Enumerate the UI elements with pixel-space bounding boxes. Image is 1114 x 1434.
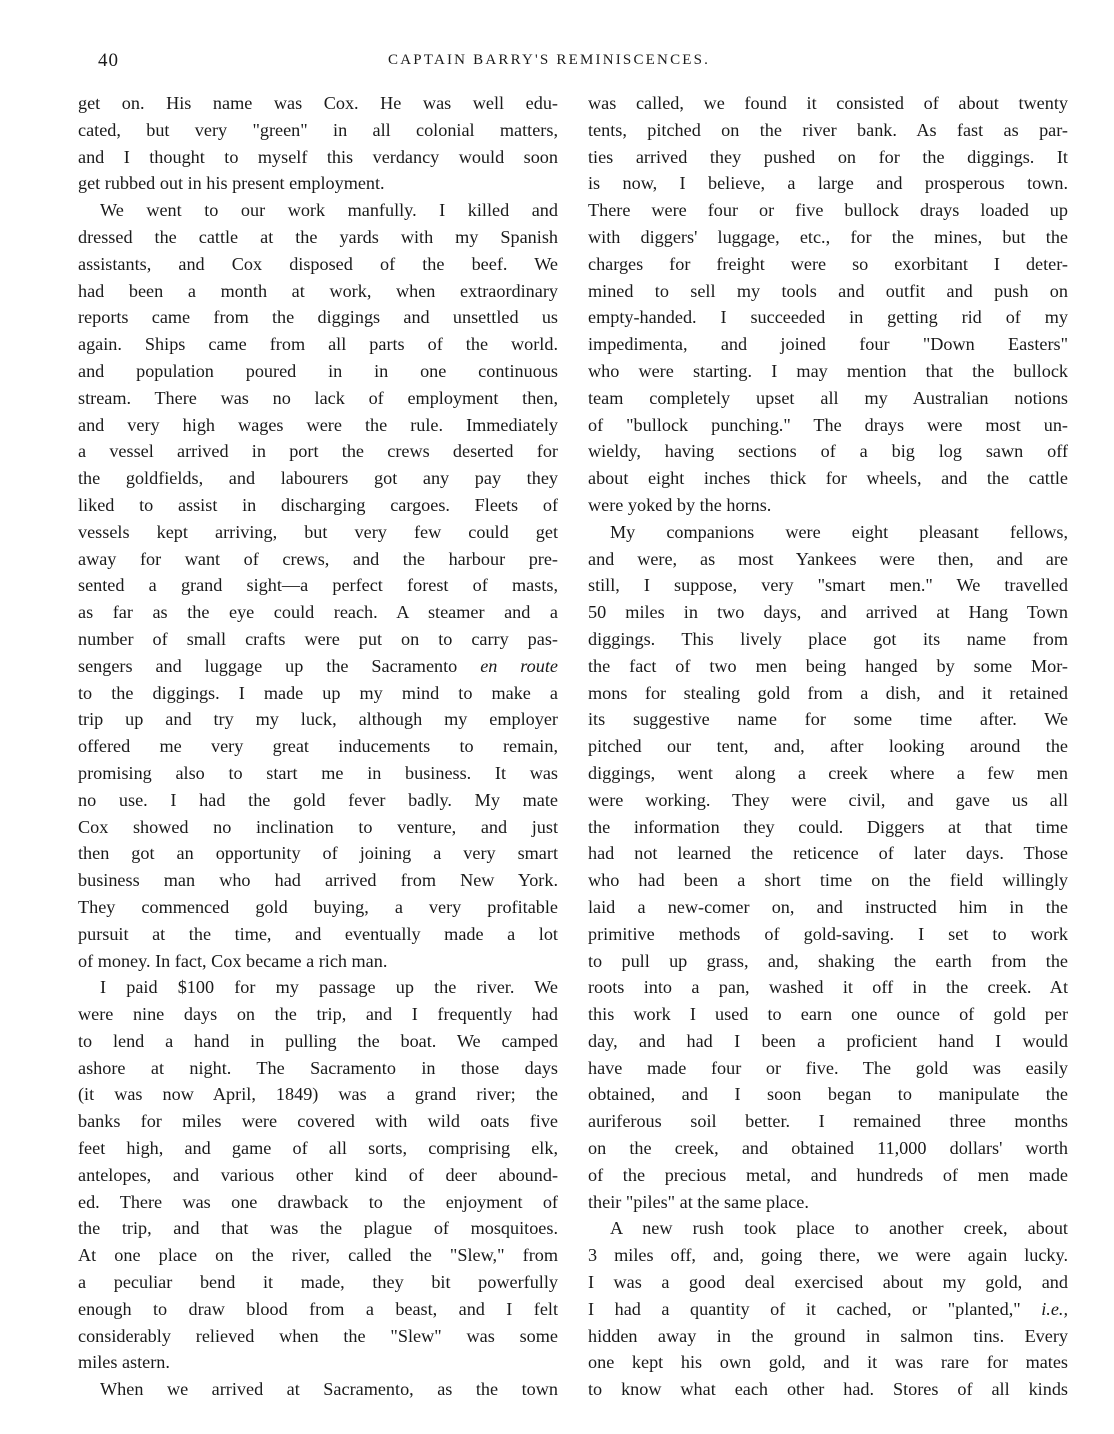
text-line: considerably relieved when the "Slew" was some: [78, 1325, 558, 1346]
text-line: dressed the cattle at the yards with my Spanish: [78, 226, 558, 247]
text-line: ed. There was one drawback to the enjoyment of: [78, 1191, 558, 1212]
text-line: had been a month at work, when extraordinary: [78, 280, 558, 301]
text-line: banks for miles were covered with wild oats five: [78, 1111, 558, 1132]
page-number: 40: [98, 50, 119, 71]
text-line: is now, I believe, a large and prosperous town.: [588, 173, 1068, 194]
text-line: was called, we found it consisted of about twenty: [588, 93, 1068, 113]
text-line: primitive methods of gold-saving. I set to work: [588, 923, 1068, 944]
text-line: who had been a short time on the field willingly: [588, 870, 1068, 891]
text-line: its suggestive name for some time after. We: [588, 709, 1068, 730]
text-line: When we arrived at Sacramento, as the town: [100, 1379, 558, 1400]
text-line: assistants, and Cox disposed of the beef. We: [78, 253, 558, 274]
text-line: to know what each other had. Stores of all kinds: [588, 1379, 1068, 1400]
text-line: were nine days on the trip, and I frequently had: [78, 1004, 558, 1025]
text-line: feet high, and game of all sorts, comprising elk,: [78, 1138, 558, 1159]
text-line: a vessel arrived in port the crews deserted for: [78, 441, 558, 462]
text-line: the trip, and that was the plague of mosquitoes.: [78, 1218, 558, 1239]
text-line: team completely upset all my Australian notions: [588, 387, 1068, 408]
text-line: I had a quantity of it cached, or "planted," i.e.,: [588, 1298, 1068, 1319]
text-line: diggings, went along a creek where a few men: [588, 762, 1068, 783]
text-line: no use. I had the gold fever badly. My mate: [78, 789, 558, 810]
text-line: charges for freight were so exorbitant I deter-: [588, 253, 1068, 274]
text-line: to lend a hand in pulling the boat. We camped: [78, 1030, 558, 1051]
text-line: the goldfields, and labourers got any pay they: [78, 468, 558, 489]
text-line: ties arrived they pushed on for the diggings. It: [588, 146, 1068, 167]
text-line: of "bullock punching." The drays were most un-: [588, 414, 1068, 435]
text-line: I was a good deal exercised about my gold, and: [588, 1272, 1068, 1293]
text-line: this work I used to earn one ounce of gold per: [588, 1004, 1068, 1025]
running-title: CAPTAIN BARRY'S REMINISCENCES.: [388, 52, 711, 68]
text-line: antelopes, and various other kind of deer abound-: [78, 1164, 558, 1185]
text-line: to pull up grass, and, shaking the earth from the: [588, 950, 1068, 971]
text-line: had not learned the reticence of later days. Those: [588, 843, 1068, 864]
text-line: one kept his own gold, and it was rare for mates: [588, 1352, 1068, 1373]
text-line: liked to assist in discharging cargoes. Fleets of: [78, 494, 558, 515]
text-line: A new rush took place to another creek, about: [610, 1218, 1068, 1239]
text-line: impedimenta, and joined four "Down Easters": [588, 334, 1068, 355]
text-line: diggings. This lively place got its name from: [588, 628, 1068, 649]
text-line: and population poured in in one continuous: [78, 360, 558, 381]
text-line: obtained, and I soon began to manipulate the: [588, 1084, 1068, 1105]
text-line: There were four or five bullock drays loaded up: [588, 200, 1068, 221]
text-line: day, and had I been a proficient hand I would: [588, 1030, 1068, 1051]
text-line: to the diggings. I made up my mind to make a: [78, 682, 558, 703]
text-line: of the precious metal, and hundreds of men made: [588, 1164, 1068, 1185]
text-line: At one place on the river, called the "Slew," from: [78, 1245, 558, 1266]
text-line: hidden away in the ground in salmon tins. Every: [588, 1325, 1068, 1346]
text-line: tents, pitched on the river bank. As fast as par-: [588, 119, 1068, 140]
text-line: auriferous soil better. I remained three months: [588, 1111, 1068, 1132]
text-line: I paid $100 for my passage up the river. We: [100, 977, 558, 998]
text-line: were yoked by the horns.: [588, 494, 772, 515]
text-line: enough to draw blood from a beast, and I felt: [78, 1298, 558, 1319]
text-line: and were, as most Yankees were then, and are: [588, 548, 1068, 569]
text-line: laid a new-comer on, and instructed him in the: [588, 896, 1068, 917]
text-line: with diggers' luggage, etc., for the mines, but the: [588, 226, 1068, 247]
text-line: pitched our tent, and, after looking around the: [588, 736, 1068, 757]
text-line: We went to our work manfully. I killed and: [100, 200, 558, 221]
text-line: (it was now April, 1849) was a grand river; the: [78, 1084, 558, 1105]
text-line: 50 miles in two days, and arrived at Hang Town: [588, 602, 1068, 623]
text-line: on the creek, and obtained 11,000 dollars' worth: [588, 1138, 1068, 1159]
text-line: empty-handed. I succeeded in getting rid of my: [588, 307, 1068, 328]
text-line: roots into a pan, washed it off in the creek. At: [588, 977, 1068, 998]
text-line: My companions were eight pleasant fellows,: [610, 521, 1068, 542]
text-line: reports came from the diggings and unsettled us: [78, 307, 558, 328]
text-line: pursuit at the time, and eventually made a lot: [78, 923, 558, 944]
text-line: stream. There was no lack of employment then,: [78, 387, 558, 408]
page-header: [0, 50, 1114, 76]
text-line: away for want of crews, and the harbour pre-: [78, 548, 558, 569]
text-line: again. Ships came from all parts of the world.: [78, 334, 558, 355]
text-line: cated, but very "green" in all colonial matters,: [78, 119, 558, 140]
text-line: the fact of two men being hanged by some Mor-: [588, 655, 1068, 676]
right-column: [588, 90, 1068, 1403]
text-line: promising also to start me in business. It was: [78, 762, 558, 783]
left-column: [78, 90, 558, 1403]
text-line: business man who had arrived from New York.: [78, 870, 558, 891]
text-line: number of small crafts were put on to carry pas-: [78, 628, 558, 649]
text-line: who were starting. I may mention that the bullock: [588, 360, 1068, 381]
text-line: miles astern.: [78, 1352, 170, 1373]
text-line: get rubbed out in his present employment.: [78, 173, 385, 194]
text-line: and very high wages were the rule. Immediately: [78, 414, 558, 435]
text-line: ashore at night. The Sacramento in those days: [78, 1057, 558, 1078]
text-line: of money. In fact, Cox became a rich man.: [78, 950, 388, 971]
text-line: and I thought to myself this verdancy would soon: [78, 146, 558, 167]
text-line: as far as the eye could reach. A steamer and a: [78, 602, 558, 623]
text-line: wieldy, having sections of a big log sawn off: [588, 441, 1068, 462]
text-line: trip up and try my luck, although my employer: [78, 709, 558, 730]
text-line: sengers and luggage up the Sacramento en route: [78, 655, 558, 676]
text-line: Cox showed no inclination to venture, and just: [78, 816, 558, 837]
text-line: then got an opportunity of joining a very smart: [78, 843, 558, 864]
text-line: vessels kept arriving, but very few could get: [78, 521, 558, 542]
text-line: get on. His name was Cox. He was well edu-: [78, 93, 558, 113]
text-line: the information they could. Diggers at that time: [588, 816, 1068, 837]
text-line: mons for stealing gold from a dish, and it retained: [588, 682, 1068, 703]
text-line: sented a grand sight—a perfect forest of masts,: [78, 575, 558, 596]
text-line: were working. They were civil, and gave us all: [588, 789, 1068, 810]
text-line: mined to sell my tools and outfit and push on: [588, 280, 1068, 301]
text-line: their "piles" at the same place.: [588, 1191, 809, 1212]
text-line: have made four or five. The gold was easily: [588, 1057, 1068, 1078]
text-line: They commenced gold buying, a very profitable: [78, 896, 558, 917]
text-line: a peculiar bend it made, they bit powerfully: [78, 1272, 558, 1293]
text-line: offered me very great inducements to remain,: [78, 736, 558, 757]
text-line: still, I suppose, very "smart men." We travelled: [588, 575, 1068, 596]
text-line: 3 miles off, and, going there, we were again lucky.: [588, 1245, 1068, 1266]
text-line: about eight inches thick for wheels, and the cattle: [588, 468, 1068, 489]
